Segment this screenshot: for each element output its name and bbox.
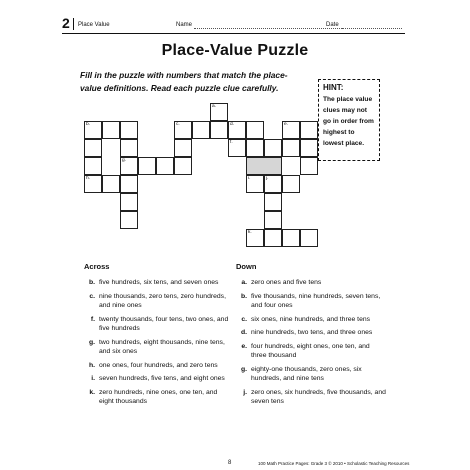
cell-number: i. — [248, 176, 251, 181]
date-field[interactable] — [342, 28, 402, 29]
cell-number: f. — [230, 140, 233, 145]
down-clue — [236, 388, 386, 407]
page-header — [62, 16, 402, 32]
clue-text: one ones, four hundreds, and zero tens — [99, 361, 218, 369]
puzzle-cell[interactable] — [264, 211, 282, 229]
puzzle-cell[interactable] — [246, 121, 264, 139]
puzzle-cell[interactable] — [210, 121, 228, 139]
across-clue — [84, 374, 230, 384]
clue-text: nine thousands, zero tens, zero hundreds, and nine ones — [99, 292, 226, 309]
puzzle-cell[interactable] — [264, 229, 282, 247]
across-clue — [84, 292, 230, 311]
clue-letter: a. — [241, 279, 247, 286]
clue-letter: j. — [243, 388, 247, 396]
clue-text: six ones, nine hundreds, and three tens — [251, 315, 371, 323]
down-clue — [236, 315, 386, 325]
name-label: Name — [176, 22, 193, 28]
puzzle-cell[interactable] — [120, 157, 138, 175]
puzzle-cell[interactable] — [264, 175, 282, 193]
clue-text: zero ones and five tens — [251, 279, 322, 286]
cell-number: h. — [86, 176, 91, 181]
puzzle-cell[interactable] — [120, 193, 138, 211]
clue-letter: b. — [240, 292, 247, 300]
page-title: Place-Value Puzzle — [161, 42, 309, 59]
cell-number: j. — [266, 176, 269, 181]
header-divider — [73, 18, 74, 30]
down-clue — [236, 278, 386, 288]
puzzle-cell[interactable] — [300, 121, 318, 139]
puzzle-cell[interactable] — [282, 139, 300, 157]
puzzle-cell[interactable] — [282, 229, 300, 247]
cell-number: b. — [86, 122, 91, 127]
puzzle-cell[interactable] — [210, 103, 228, 121]
clue-letter: c. — [89, 292, 95, 300]
down-clue — [236, 328, 386, 338]
cell-number: c. — [176, 122, 180, 127]
across-clue — [84, 388, 230, 407]
page-number: 2 — [62, 15, 70, 31]
puzzle-cell[interactable] — [138, 157, 156, 175]
clue-letter: c. — [241, 315, 247, 323]
puzzle-cell[interactable] — [120, 211, 138, 229]
puzzle-cell[interactable] — [174, 157, 192, 175]
clue-letter: b. — [88, 279, 95, 286]
puzzle-cell[interactable] — [300, 157, 318, 175]
section-title: Place Value — [78, 22, 110, 28]
puzzle-cell[interactable] — [264, 193, 282, 211]
cell-number: d. — [230, 122, 235, 127]
clue-letter: k. — [89, 388, 95, 396]
clue-text: zero ones, six hundreds, five thousands, and seven tens — [251, 388, 386, 405]
cell-number: k. — [248, 230, 252, 235]
date-label: Date — [326, 22, 339, 28]
clue-letter: e. — [241, 342, 247, 350]
clue-text: five hundreds, six tens, and seven ones — [99, 279, 219, 286]
puzzle-cell[interactable] — [84, 157, 102, 175]
hint-box — [318, 79, 380, 161]
across-clues — [84, 262, 230, 411]
across-clue — [84, 338, 230, 357]
clue-letter: h. — [88, 361, 95, 369]
puzzle-cell[interactable] — [174, 121, 192, 139]
clue-letter: f. — [90, 315, 95, 323]
footer-page-number: 8 — [228, 460, 232, 466]
cell-number: e. — [284, 122, 289, 127]
across-clue — [84, 361, 230, 371]
across-clue — [84, 278, 230, 288]
clue-letter: d. — [240, 329, 247, 336]
puzzle-cell[interactable] — [246, 175, 264, 193]
puzzle-cell[interactable] — [264, 139, 282, 157]
down-heading: Down — [236, 262, 257, 271]
puzzle-cell[interactable] — [228, 121, 246, 139]
header-rule — [62, 33, 405, 34]
puzzle-cell[interactable] — [84, 139, 102, 157]
clue-text: five thousands, nine hundreds, seven tens, and four ones — [251, 292, 381, 309]
clue-letter: g. — [240, 365, 247, 373]
cell-number: a. — [212, 104, 217, 109]
hint-title: HINT: — [323, 83, 344, 92]
clue-text: twenty thousands, four tens, two ones, and five hundreds — [99, 315, 229, 332]
puzzle-cell[interactable] — [84, 121, 102, 139]
across-heading: Across — [84, 262, 110, 271]
clue-letter: i. — [91, 375, 95, 382]
down-clue — [236, 365, 386, 384]
puzzle-cell[interactable] — [282, 121, 300, 139]
puzzle-cell[interactable] — [192, 121, 210, 139]
puzzle-cell[interactable] — [300, 229, 318, 247]
puzzle-cell[interactable] — [84, 175, 102, 193]
across-clue — [84, 315, 230, 334]
puzzle-cell[interactable] — [174, 139, 192, 157]
instructions: Fill in the puzzle with numbers that match the place-value definitions. Read each puzzle clue carefully. — [80, 70, 288, 93]
cell-number: g. — [122, 158, 127, 163]
clue-text: nine hundreds, two tens, and three ones — [251, 329, 373, 336]
puzzle-cell[interactable] — [246, 229, 264, 247]
puzzle-cell[interactable] — [228, 139, 246, 157]
hint-text: The place value clues may not go in order from highest to lowest place. — [323, 96, 374, 147]
puzzle-cell[interactable] — [156, 157, 174, 175]
puzzle-cell[interactable] — [282, 175, 300, 193]
clue-letter: g. — [88, 338, 95, 346]
puzzle-cell[interactable] — [102, 175, 120, 193]
down-clues — [236, 262, 386, 411]
puzzle-cell[interactable] — [120, 139, 138, 157]
puzzle-cell[interactable] — [102, 121, 120, 139]
puzzle-cell[interactable] — [300, 139, 318, 157]
clue-text: seven hundreds, five tens, and eight ones — [99, 375, 225, 382]
clue-text: zero hundreds, nine ones, one ten, and eight thousands — [99, 388, 218, 405]
puzzle-cell[interactable] — [120, 121, 138, 139]
clue-text: two hundreds, eight thousands, nine tens, and six ones — [99, 338, 225, 355]
footer-credit: 100 Math Practice Pages: Grade 3 © 2010 • Scholastic Teaching Resources — [258, 461, 410, 466]
puzzle-cell[interactable] — [246, 139, 264, 157]
clue-text: four hundreds, eight ones, one ten, and three thousand — [251, 342, 370, 359]
down-clue — [236, 342, 386, 361]
clue-text: eighty-one thousands, zero ones, six hundreds, and nine tens — [251, 365, 362, 382]
shaded-cell — [246, 157, 282, 175]
puzzle-cell[interactable] — [120, 175, 138, 193]
down-clue — [236, 292, 386, 311]
